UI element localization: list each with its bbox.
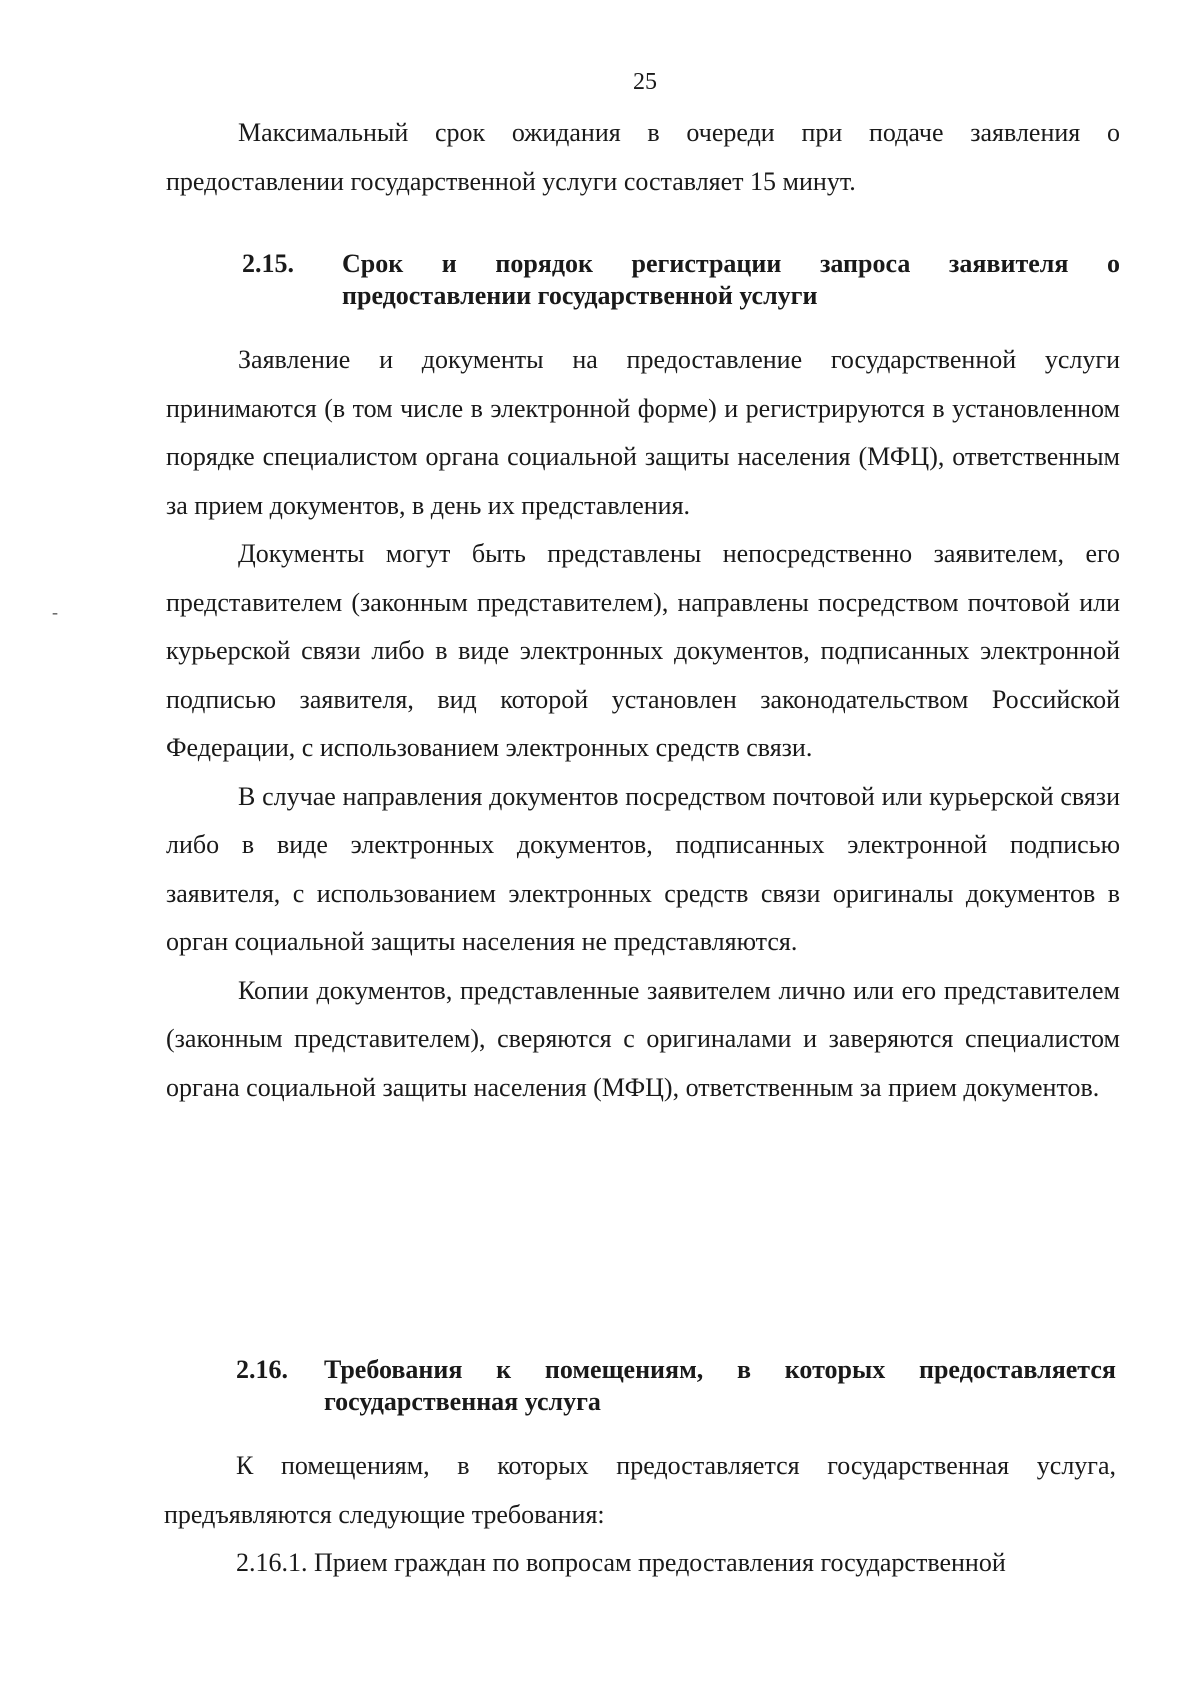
scan-mark: ‐ [52,602,58,622]
paragraph-queue-time: Максимальный срок ожидания в очереди при подаче заявления о предоставлении государственной услуги составляет 15 минут. [166,118,1120,196]
paragraph-block-top [166,109,1120,206]
paragraph-copies-verification: Копии документов, представленные заявителем лично или его представителем (законным представителем), сверяются с оригиналами и заверяются специалистом органа социальной защиты населения (МФЦ), ответственным за прием документов. [166,975,1120,1102]
paragraph-originals-not-submitted: В случае направления документов посредством почтовой или курьерской связи либо в виде электронных документов, подписанных электронной подписью заявителя, с использованием электронных средств связи оригиналы документов в орган социальной защиты населения не представляются. [166,781,1120,956]
paragraph-submission-methods: Документы могут быть представлены непосредственно заявителем, его представителем (законным представителем), направлены посредством почтовой или курьерской связи либо в виде электронных документов, подписанных электронной подписью заявителя, вид которой установлен законодательством Российской Федерации, с использованием электронных средств связи. [166,539,1120,762]
section-heading-2-16 [236,1354,1116,1424]
paragraph-block-2-15 [166,336,1120,1112]
section-heading-2-15 [242,248,1120,318]
paragraph-registration: Заявление и документы на предоставление государственной услуги принимаются (в том числе в электронной форме) и регистрируются в установленном порядке специалистом органа социальной защиты населения (МФЦ), ответственным за прием документов, в день их представления. [166,345,1120,520]
section-title: Срок и порядок регистрации запроса заявителя о предоставлении государственной услуги [342,249,1120,310]
paragraph-block-2-16 [164,1442,1116,1588]
section-number: 2.16. [236,1355,288,1384]
paragraph-premises-requirements: К помещениям, в которых предоставляется государственная услуга, предъявляются следующие требования: [164,1451,1116,1529]
section-title: Требования к помещениям, в которых предоставляется государственная услуга [324,1355,1116,1416]
section-number: 2.15. [242,249,294,278]
page-number: 25 [633,69,657,95]
paragraph-2-16-1: 2.16.1. Прием граждан по вопросам предоставления государственной [236,1548,1006,1577]
